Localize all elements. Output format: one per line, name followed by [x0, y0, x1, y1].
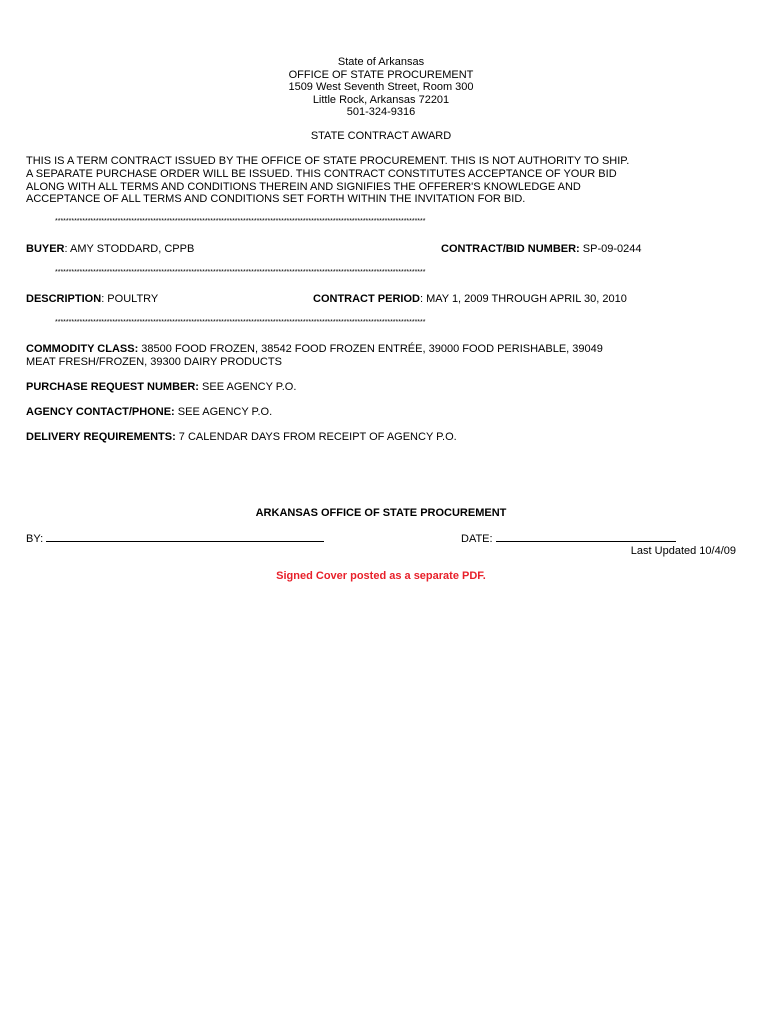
buyer-field — [26, 243, 194, 255]
signature-by-field — [26, 532, 324, 545]
office-phone: 501-324-9316 — [346, 106, 416, 119]
agency-contact-label: AGENCY CONTACT/PHONE: — [26, 406, 175, 418]
description-value: : POULTRY — [101, 293, 159, 305]
buyer-label: BUYER — [26, 243, 65, 255]
description-field — [26, 293, 158, 305]
commodity-class-line: MEAT FRESH/FROZEN, 39300 DAIRY PRODUCTS — [26, 356, 282, 368]
agency-contact-value: SEE AGENCY P.O. — [174, 406, 273, 418]
commodity-class-label: COMMODITY CLASS: — [26, 343, 139, 355]
letterhead — [0, 56, 762, 119]
by-label: BY: — [26, 533, 44, 545]
contract-number-field — [441, 243, 641, 255]
separate-pdf-notice: Signed Cover posted as a separate PDF. — [276, 570, 486, 582]
agency-contact-field — [26, 406, 272, 418]
commodity-class-line: 38500 FOOD FROZEN, 38542 FOOD FROZEN ENTRÉE, 39000 FOOD PERISHABLE, 39049 — [138, 343, 603, 355]
delivery-requirements-field — [26, 431, 457, 443]
contract-number-label: CONTRACT/BID NUMBER: — [441, 243, 580, 255]
purchase-request-label: PURCHASE REQUEST NUMBER: — [26, 381, 199, 393]
signature-date-field — [461, 532, 676, 545]
delivery-requirements-value: 7 CALENDAR DAYS FROM RECEIPT OF AGENCY P.O. — [175, 431, 457, 443]
contract-number-value: SP-09-0244 — [579, 243, 642, 255]
separator-line: **************************************************************************************************************************************** — [55, 269, 426, 276]
delivery-requirements-label: DELIVERY REQUIREMENTS: — [26, 431, 176, 443]
separator-line: **************************************************************************************************************************************** — [55, 319, 426, 326]
buyer-value: : AMY STODDARD, CPPB — [64, 243, 195, 255]
purchase-request-value: SEE AGENCY P.O. — [198, 381, 297, 393]
intro-paragraph — [26, 155, 746, 206]
signature-org-title: ARKANSAS OFFICE OF STATE PROCUREMENT — [255, 507, 507, 519]
intro-line: ACCEPTANCE OF ALL TERMS AND CONDITIONS SET FORTH WITHIN THE INVITATION FOR BID. — [26, 193, 526, 206]
signature-line — [46, 532, 324, 542]
document-title: STATE CONTRACT AWARD — [310, 130, 452, 142]
separator-line: **************************************************************************************************************************************** — [55, 218, 426, 225]
intro-line: ALONG WITH ALL TERMS AND CONDITIONS THEREIN AND SIGNIFIES THE OFFERER'S KNOWLEDGE AND — [26, 180, 581, 193]
commodity-class-field — [26, 343, 751, 369]
street-address: 1509 West Seventh Street, Room 300 — [288, 81, 474, 94]
date-label: DATE: — [461, 533, 493, 545]
contract-period-label: CONTRACT PERIOD — [313, 293, 420, 305]
date-line — [496, 532, 676, 542]
intro-line: A SEPARATE PURCHASE ORDER WILL BE ISSUED. THIS CONTRACT CONSTITUTES ACCEPTANCE OF YOUR BID — [26, 167, 617, 180]
state-name: State of Arkansas — [337, 56, 425, 68]
purchase-request-field — [26, 381, 296, 393]
contract-period-value: : MAY 1, 2009 THROUGH APRIL 30, 2010 — [419, 293, 627, 305]
office-name: OFFICE OF STATE PROCUREMENT — [288, 68, 474, 81]
intro-line: THIS IS A TERM CONTRACT ISSUED BY THE OFFICE OF STATE PROCUREMENT. THIS IS NOT AUTHORITY TO SHIP. — [26, 155, 630, 167]
city-address: Little Rock, Arkansas 72201 — [312, 93, 450, 106]
last-updated: Last Updated 10/4/09 — [630, 545, 736, 557]
description-label: DESCRIPTION — [26, 293, 102, 305]
contract-period-field — [313, 293, 627, 305]
